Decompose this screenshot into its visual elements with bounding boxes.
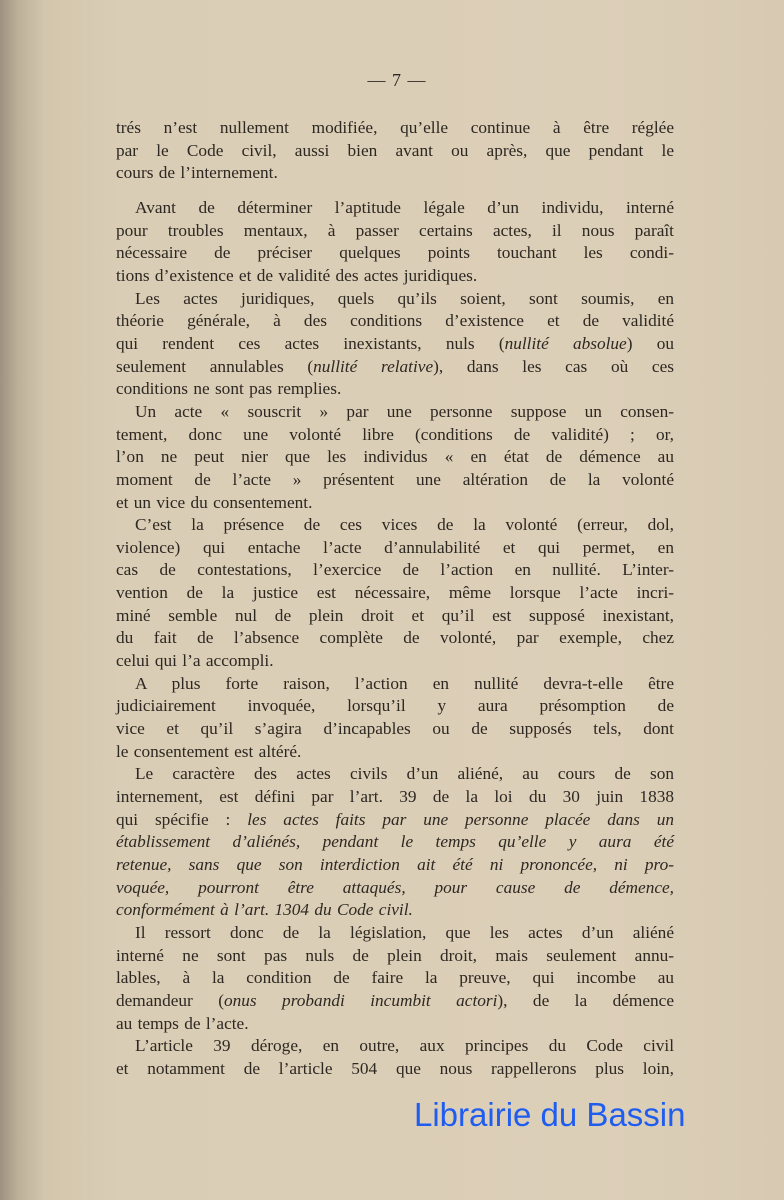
- text-line: [116, 197, 674, 220]
- text-span: tions d’existence et de validité des actes juridiques.: [116, 265, 478, 285]
- text-span: nécessaire de préciser quelques points touchant les condi-: [116, 243, 674, 263]
- text-line: [116, 1058, 674, 1081]
- text-span: A plus forte raison, l’action en nullité devra-t-elle être: [135, 673, 674, 693]
- text-line: [116, 1013, 674, 1036]
- text-line: [116, 446, 674, 469]
- text-span: cas de contestations, l’exercice de l’action en nullité. L’inter-: [116, 560, 674, 580]
- text-line: [116, 288, 674, 311]
- text-span: l’on ne peut nier que les individus « en état de démence au: [116, 447, 674, 467]
- text-span: vice et qu’il s’agira d’incapables ou de supposés tels, dont: [116, 719, 674, 739]
- text-span: C’est la présence de ces vices de la volonté (erreur, dol,: [135, 515, 674, 535]
- text-line: [116, 718, 674, 741]
- text-span: et un vice du consentement.: [116, 492, 313, 512]
- text-span: Les actes juridiques, quels qu’ils soient, sont soumis, en: [135, 288, 674, 308]
- italic-text: conformément à l’art. 1304 du Code civil.: [116, 900, 413, 920]
- paragraph: [116, 197, 674, 288]
- text-span: cours de l’internement.: [116, 163, 278, 183]
- watermark: Librairie du Bassin: [414, 1096, 686, 1133]
- paragraph: [116, 288, 674, 401]
- text-line: [116, 605, 674, 628]
- paragraph: [116, 922, 674, 1035]
- text-span: L’article 39 déroge, en outre, aux principes du Code civil: [135, 1036, 674, 1056]
- italic-text: onus probandi incumbit actori: [223, 990, 498, 1010]
- text-span: qui spécifie :: [116, 809, 248, 829]
- text-line: [116, 695, 674, 718]
- text-line: [116, 378, 674, 401]
- text-span: moment de l’acte » présentent une altération de la volonté: [116, 469, 674, 489]
- text-span: au temps de l’acte.: [116, 1013, 249, 1033]
- text-span: du fait de l’absence complète de volonté, par exemple, chez: [116, 628, 674, 648]
- text-span: qui rendent ces actes inexistants, nuls (: [116, 333, 505, 353]
- text-line: [116, 514, 674, 537]
- text-span: internement, est défini par l’art. 39 de la loi du 30 juin 1838: [116, 787, 674, 807]
- text-span: interné ne sont pas nuls de plein droit, mais seulement annu-: [116, 945, 674, 965]
- paragraph: [116, 514, 674, 673]
- italic-text: voquée, pourront être attaqués, pour cause de démence,: [116, 877, 674, 897]
- text-line: [116, 582, 674, 605]
- text-line: [116, 877, 674, 900]
- text-span: miné semble nul de plein droit et qu’il est supposé inexistant,: [116, 605, 674, 625]
- text-span: seulement annulables (: [116, 356, 314, 376]
- text-line: [116, 809, 674, 832]
- italic-text: établissement d’aliénés, pendant le temps qu’elle y aura été: [116, 832, 674, 852]
- italic-text: nullité relative: [313, 356, 434, 376]
- text-line: [116, 424, 674, 447]
- text-span: ), dans les cas où ces: [433, 356, 674, 376]
- text-span: par le Code civil, aussi bien avant ou après, que pendant le: [116, 140, 674, 160]
- text-line: [116, 627, 674, 650]
- italic-text: nullité absolue: [504, 333, 627, 353]
- text-span: pour troubles mentaux, à passer certains actes, il nous paraît: [116, 220, 674, 240]
- text-line: [116, 990, 674, 1013]
- text-line: [116, 786, 674, 809]
- text-line: [116, 265, 674, 288]
- text-span: Avant de déterminer l’aptitude légale d’un individu, interné: [135, 197, 674, 217]
- text-span: ) ou: [626, 333, 674, 353]
- text-line: [116, 242, 674, 265]
- text-span: trés n’est nullement modifiée, qu’elle continue à être réglée: [116, 118, 674, 137]
- paragraph-gap: [116, 185, 674, 197]
- text-span: violence) qui entache l’acte d’annulabilité et qui permet, en: [116, 537, 674, 557]
- text-span: celui qui l’a accompli.: [116, 651, 274, 671]
- text-span: Il ressort donc de la législation, que les actes d’un aliéné: [135, 922, 674, 942]
- text-line: [116, 559, 674, 582]
- text-line: [116, 673, 674, 696]
- text-line: [116, 922, 674, 945]
- text-line: [116, 117, 674, 140]
- text-line: [116, 333, 674, 356]
- italic-text: les actes faits par une personne placée dans un: [247, 809, 674, 829]
- text-line: [116, 650, 674, 673]
- paragraph: [116, 673, 674, 764]
- text-line: [116, 945, 674, 968]
- text-line: [116, 854, 674, 877]
- text-line: [116, 967, 674, 990]
- text-line: [116, 1035, 674, 1058]
- text-line: [116, 356, 674, 379]
- text-line: [116, 537, 674, 560]
- text-span: Un acte « souscrit » par une personne suppose un consen-: [135, 401, 674, 421]
- body-text: [116, 117, 674, 1081]
- text-line: [116, 220, 674, 243]
- paragraph: [116, 401, 674, 514]
- paragraph: [116, 1035, 674, 1080]
- text-span: vention de la justice est nécessaire, même lorsque l’acte incri-: [116, 583, 674, 603]
- text-span: Le caractère des actes civils d’un aliéné, au cours de son: [135, 764, 674, 784]
- text-line: [116, 401, 674, 424]
- text-line: [116, 469, 674, 492]
- text-span: judiciairement invoquée, lorsqu’il y aura présomption de: [116, 696, 674, 716]
- text-line: [116, 831, 674, 854]
- text-line: [116, 140, 674, 163]
- text-line: [116, 492, 674, 515]
- page-number: — 7 —: [367, 70, 427, 90]
- text-span: ), de la démence: [497, 990, 674, 1010]
- text-span: demandeur (: [116, 990, 224, 1010]
- text-span: conditions ne sont pas remplies.: [116, 379, 342, 399]
- text-span: le consentement est altéré.: [116, 741, 302, 761]
- text-span: tement, donc une volonté libre (conditions de validité) ; or,: [116, 424, 674, 444]
- text-line: [116, 763, 674, 786]
- paragraph: [116, 117, 674, 185]
- text-span: et notamment de l’article 504 que nous rappellerons plus loin,: [116, 1058, 674, 1078]
- paragraph: [116, 763, 674, 922]
- text-line: [116, 899, 674, 922]
- text-span: théorie générale, à des conditions d’existence et de validité: [116, 311, 674, 331]
- text-line: [116, 741, 674, 764]
- italic-text: retenue, sans que son interdiction ait été ni prononcée, ni pro-: [116, 855, 674, 874]
- text-span: lables, à la condition de faire la preuve, qui incombe au: [116, 968, 674, 988]
- text-line: [116, 310, 674, 333]
- text-line: [116, 162, 674, 185]
